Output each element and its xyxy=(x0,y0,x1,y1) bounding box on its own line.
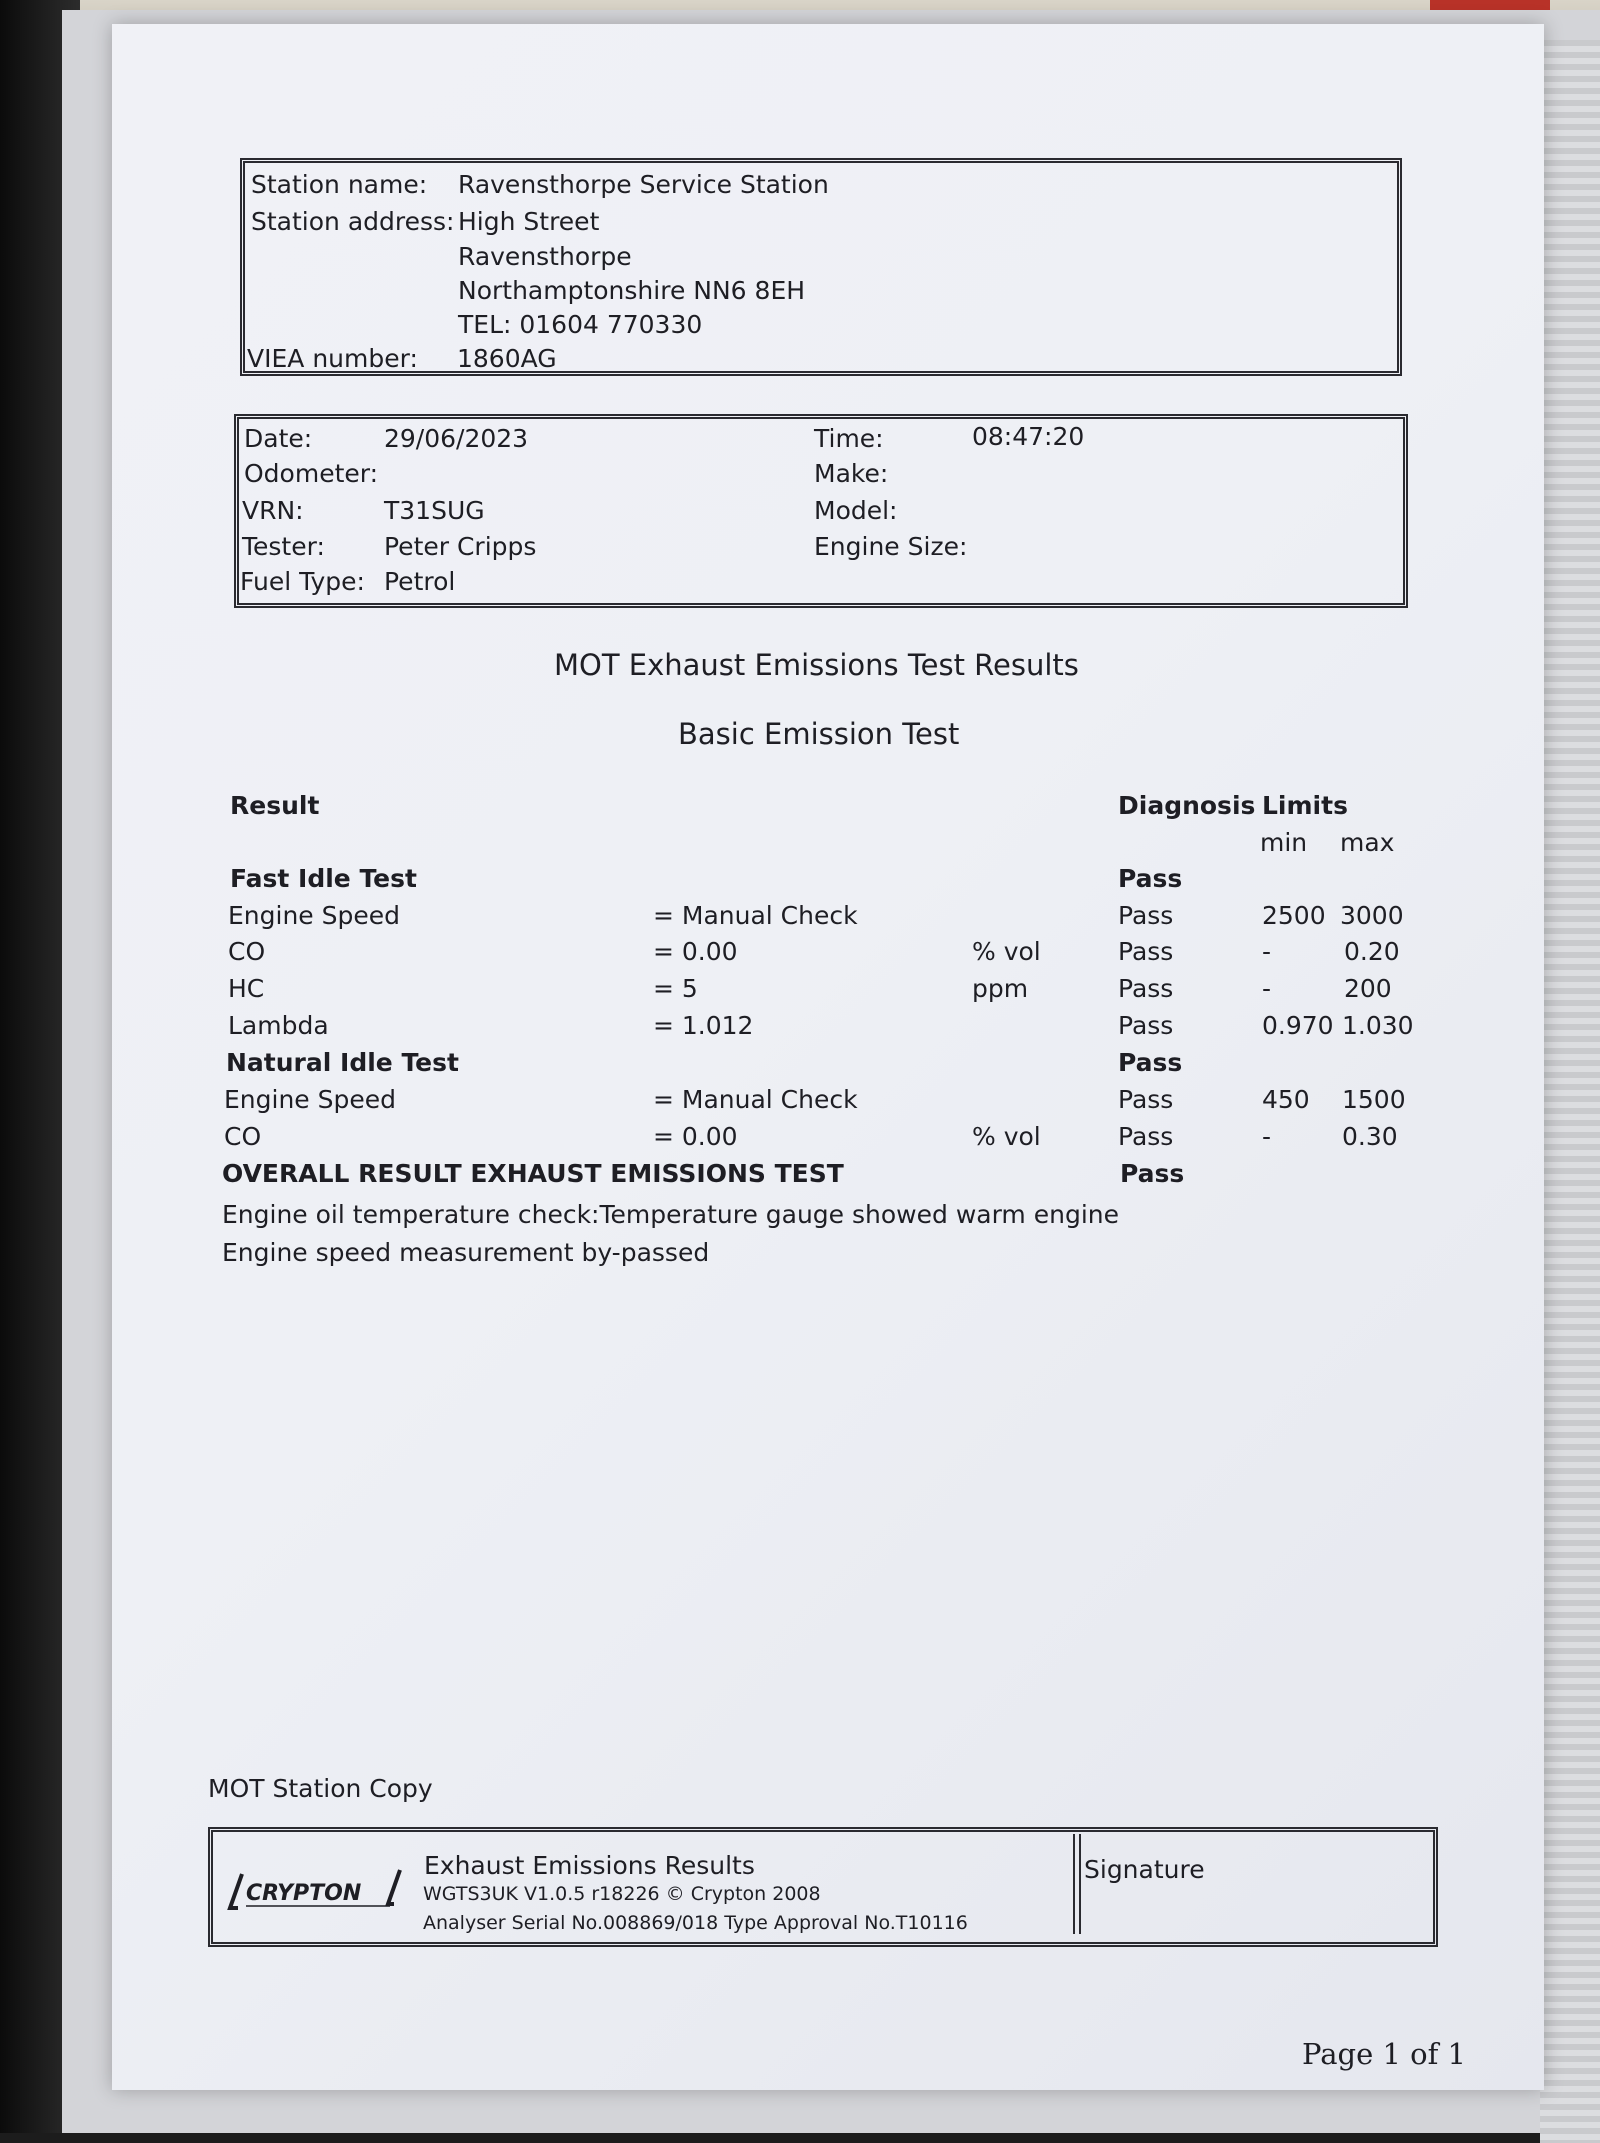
natural-idle-status: Pass xyxy=(1118,1048,1183,1077)
station-address-label: Station address: xyxy=(251,207,455,236)
natural-engine-speed-max: 1500 xyxy=(1342,1085,1406,1114)
fuel-type-label: Fuel Type: xyxy=(240,567,365,596)
fast-lambda-diagnosis: Pass xyxy=(1118,1011,1174,1040)
fast-hc-unit: ppm xyxy=(972,974,1029,1003)
station-tel: TEL: 01604 770330 xyxy=(458,310,703,339)
odometer-label: Odometer: xyxy=(244,459,379,488)
fast-co-min: - xyxy=(1262,937,1272,966)
station-copy-label: MOT Station Copy xyxy=(208,1774,433,1803)
natural-engine-speed-value: = Manual Check xyxy=(653,1085,858,1114)
natural-co-name: CO xyxy=(224,1122,262,1151)
fast-idle-status: Pass xyxy=(1118,864,1183,893)
diagnosis-header: Diagnosis xyxy=(1118,791,1256,820)
page-number: Page 1 of 1 xyxy=(1302,2037,1466,2071)
fast-lambda-min: 0.970 xyxy=(1262,1011,1334,1040)
fast-hc-diagnosis: Pass xyxy=(1118,974,1174,1003)
fast-engine-speed-value: = Manual Check xyxy=(653,901,858,930)
min-header: min xyxy=(1260,828,1308,857)
analyser-serial: Analyser Serial No.008869/018 Type Approval No.T10116 xyxy=(423,1912,968,1934)
report-title: MOT Exhaust Emissions Test Results xyxy=(554,648,1079,682)
fast-co-unit: % vol xyxy=(972,937,1041,966)
limits-header: Limits xyxy=(1262,791,1348,820)
product-title: Exhaust Emissions Results xyxy=(424,1851,755,1880)
station-address-line1: High Street xyxy=(458,207,600,236)
fast-co-max: 0.20 xyxy=(1344,937,1400,966)
fast-lambda-value: = 1.012 xyxy=(653,1011,754,1040)
max-header: max xyxy=(1340,828,1395,857)
station-address-line3: Northamptonshire NN6 8EH xyxy=(458,276,806,305)
natural-co-min: - xyxy=(1262,1122,1272,1151)
fast-engine-speed-name: Engine Speed xyxy=(228,901,400,930)
fast-engine-speed-diagnosis: Pass xyxy=(1118,901,1174,930)
vrn-label: VRN: xyxy=(242,496,304,525)
svg-text:CRYPTON: CRYPTON xyxy=(246,1881,362,1906)
fast-idle-heading: Fast Idle Test xyxy=(230,864,417,893)
natural-co-unit: % vol xyxy=(972,1122,1041,1151)
tester-label: Tester: xyxy=(242,532,325,561)
date-label: Date: xyxy=(244,424,313,453)
fast-lambda-max: 1.030 xyxy=(1342,1011,1414,1040)
result-header: Result xyxy=(230,791,320,820)
fuel-type-value: Petrol xyxy=(384,567,456,596)
fast-hc-name: HC xyxy=(228,974,265,1003)
vrn-value: T31SUG xyxy=(384,496,485,525)
tester-value: Peter Cripps xyxy=(384,532,537,561)
engine-size-label: Engine Size: xyxy=(814,532,968,561)
station-name-label: Station name: xyxy=(251,170,428,199)
natural-co-diagnosis: Pass xyxy=(1118,1122,1174,1151)
fast-hc-max: 200 xyxy=(1344,974,1392,1003)
overall-result-status: Pass xyxy=(1120,1159,1185,1188)
note-oil-temperature: Engine oil temperature check:Temperature gauge showed warm engine xyxy=(222,1200,1119,1229)
fast-co-diagnosis: Pass xyxy=(1118,937,1174,966)
station-name: Ravensthorpe Service Station xyxy=(458,170,829,199)
overall-result-label: OVERALL RESULT EXHAUST EMISSIONS TEST xyxy=(222,1159,844,1188)
station-address-line2: Ravensthorpe xyxy=(458,242,632,271)
fast-co-value: = 0.00 xyxy=(653,937,738,966)
crypton-logo xyxy=(224,1862,414,1922)
fast-hc-min: - xyxy=(1262,974,1272,1003)
report-subtitle: Basic Emission Test xyxy=(678,717,960,751)
fast-engine-speed-max: 3000 xyxy=(1340,901,1404,930)
fast-co-name: CO xyxy=(228,937,266,966)
natural-idle-heading: Natural Idle Test xyxy=(226,1048,459,1077)
natural-co-value: = 0.00 xyxy=(653,1122,738,1151)
note-engine-speed: Engine speed measurement by-passed xyxy=(222,1238,710,1267)
natural-co-max: 0.30 xyxy=(1342,1122,1398,1151)
emissions-certificate xyxy=(112,24,1544,2090)
natural-engine-speed-min: 450 xyxy=(1262,1085,1310,1114)
time-label: Time: xyxy=(814,424,884,453)
date-value: 29/06/2023 xyxy=(384,424,529,453)
viea-label: VIEA number: xyxy=(247,344,418,373)
fast-engine-speed-min: 2500 xyxy=(1262,901,1326,930)
make-label: Make: xyxy=(814,459,889,488)
signature-label: Signature xyxy=(1084,1855,1205,1884)
model-label: Model: xyxy=(814,496,898,525)
fast-lambda-name: Lambda xyxy=(228,1011,329,1040)
natural-engine-speed-name: Engine Speed xyxy=(224,1085,396,1114)
signature-divider xyxy=(1073,1834,1081,1934)
software-version: WGTS3UK V1.0.5 r18226 © Crypton 2008 xyxy=(423,1883,821,1905)
natural-engine-speed-diagnosis: Pass xyxy=(1118,1085,1174,1114)
viea-number: 1860AG xyxy=(457,344,557,373)
fast-hc-value: = 5 xyxy=(653,974,698,1003)
time-value: 08:47:20 xyxy=(972,422,1085,451)
